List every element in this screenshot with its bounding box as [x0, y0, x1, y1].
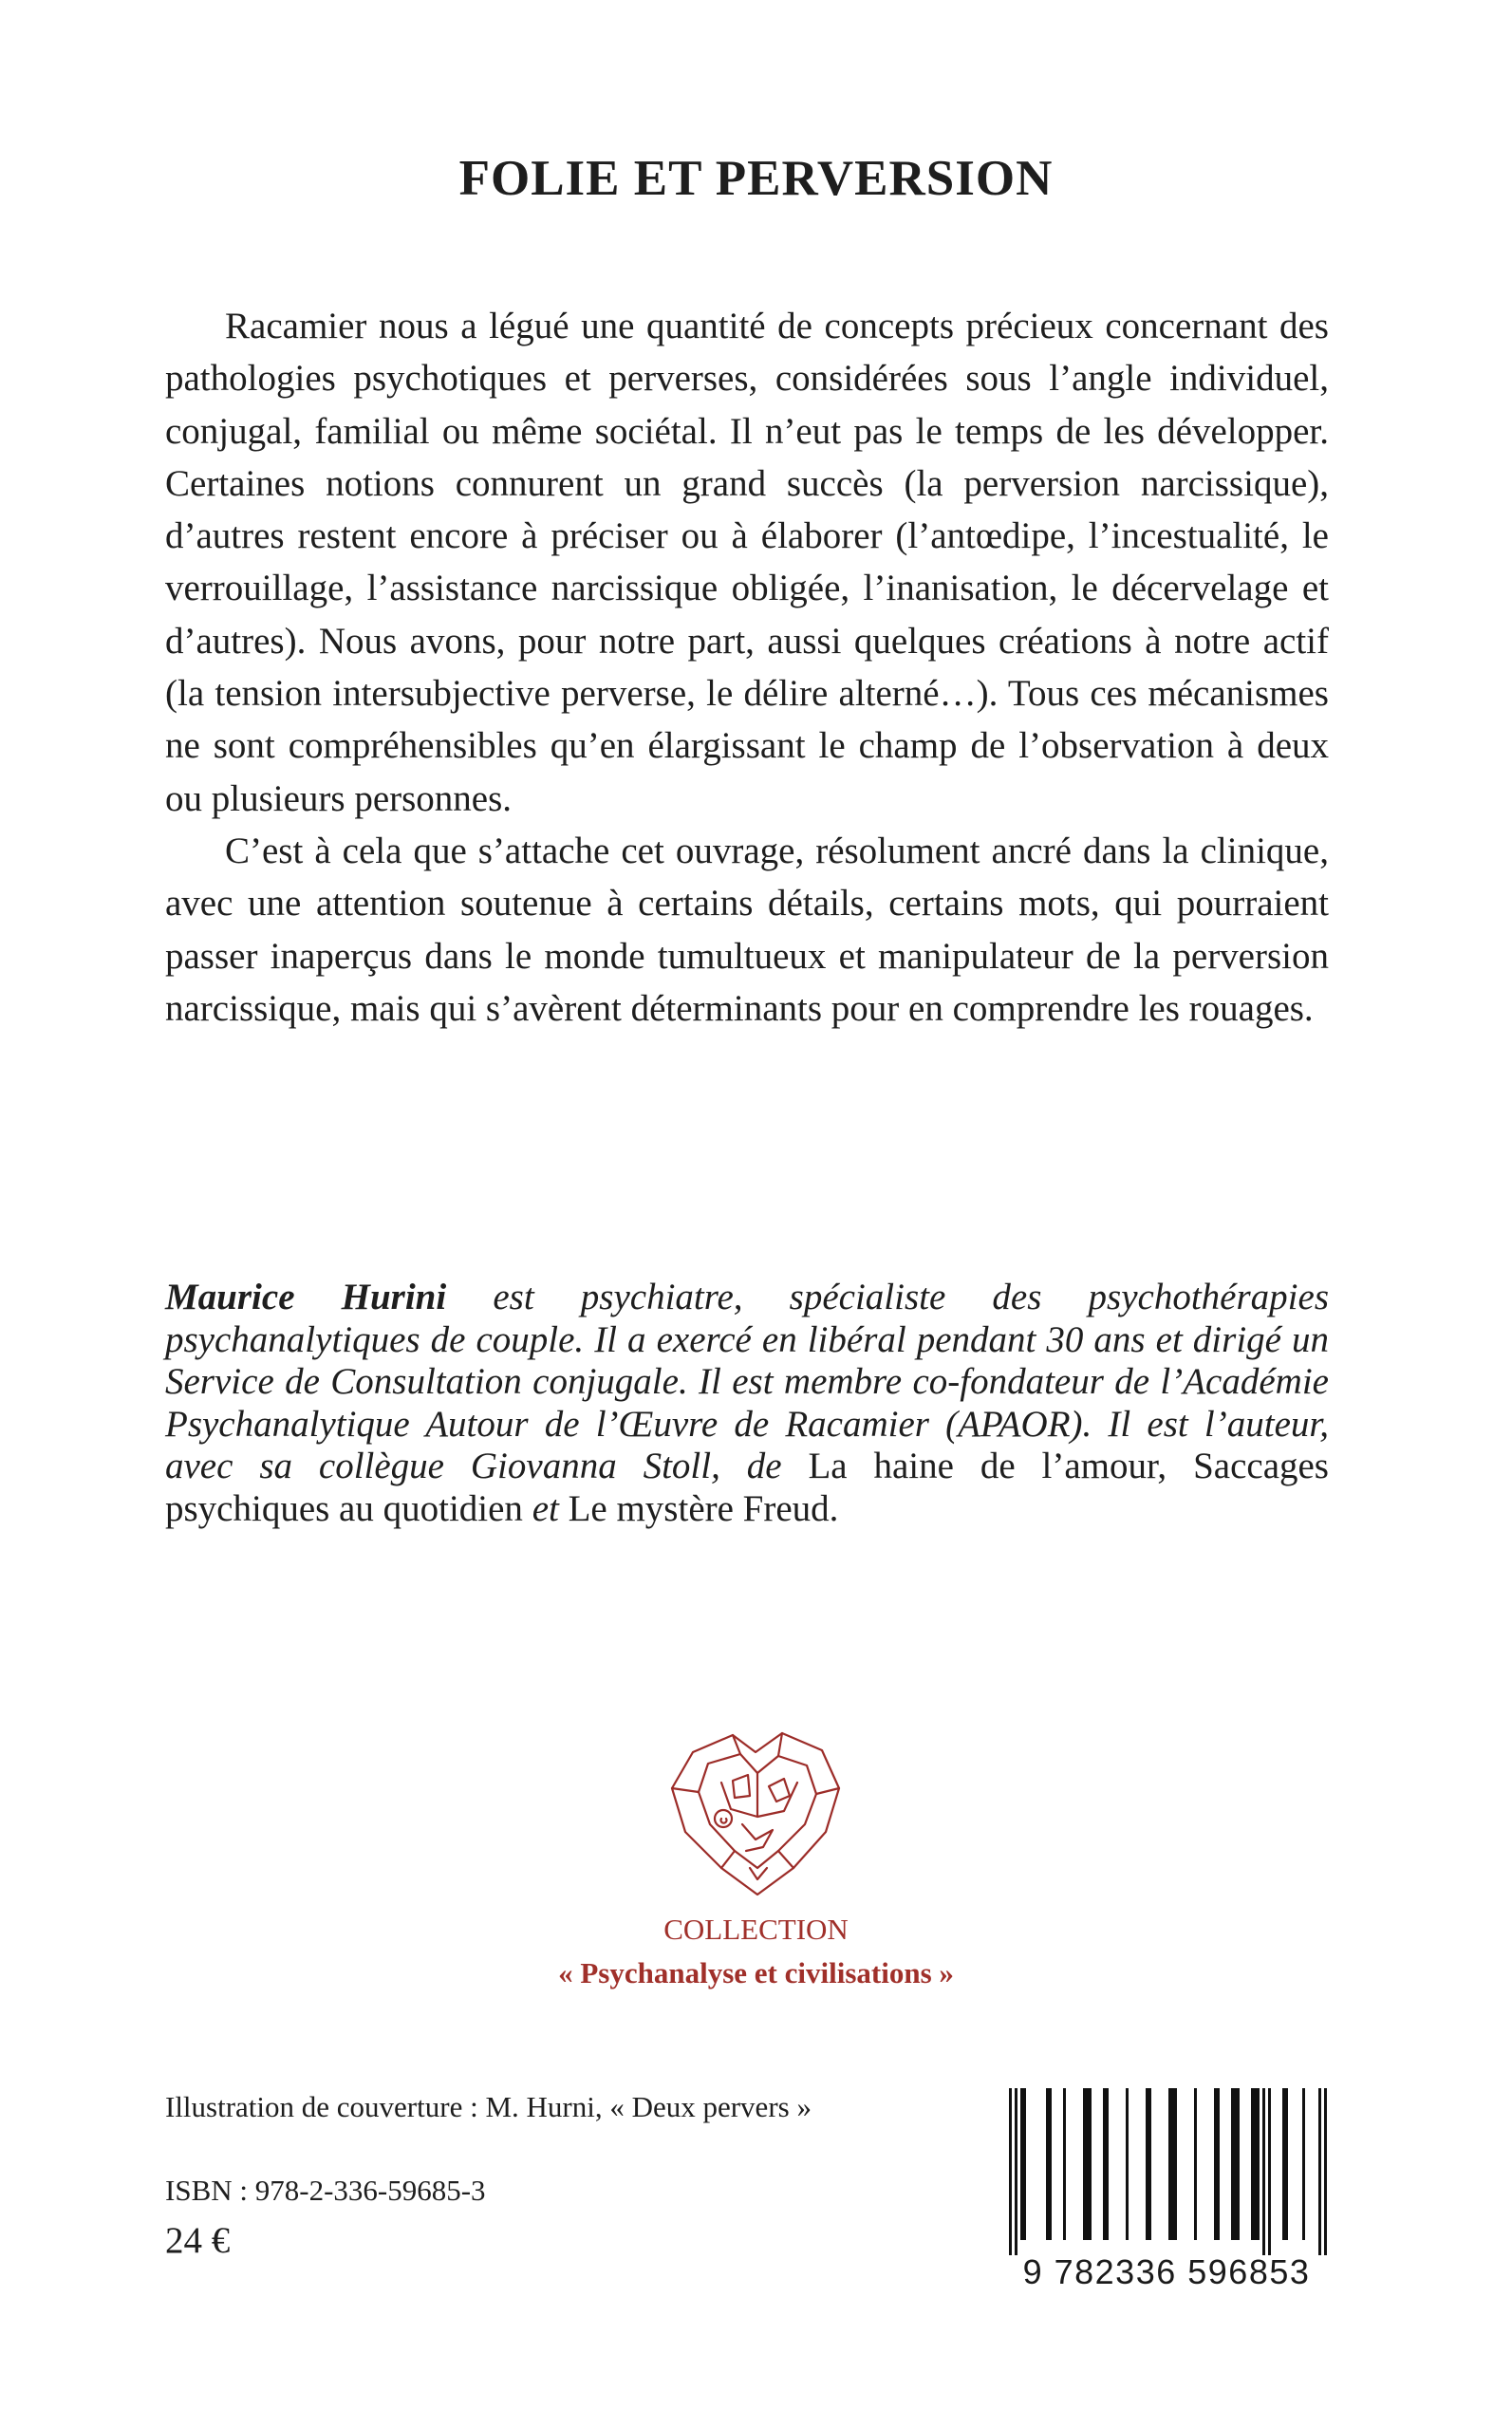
summary-paragraph-2: C’est à cela que s’attache cet ouvrage, résolument ancré dans la clinique, avec une attention soutenue à certains détails, certains mots, qui pourraient passer inaperçus dans le monde tumultueux et manipulateur de la perversion narcissique, mais qui s’avèrent déterminants pour en comprendre les rouages.	[165, 830, 1329, 1029]
summary-paragraph-1: Racamier nous a légué une quantité de concepts précieux concernant des pathologies psychotiques et perverses, considérées sous l’angle individuel, conjugal, familial ou même sociétal. Il n’eut pas le temps de les développer. Certaines notions connurent un grand succès (la perversion narcissique), d’autres restent encore à préciser ou à élaborer (l’antœdipe, l’incestualité, le verrouillage, l’assistance narcissique obligée, l’inanisation, le décervelage et d’autres). Nous avons, pour notre part, aussi quelques créations à notre actif (la tension intersubjective perverse, le délire alterné…). Tous ces mécanismes ne sont compréhensibles qu’en élargissant le champ de l’observation à deux ou plusieurs personnes.	[165, 306, 1329, 819]
barcode-icon	[1001, 2088, 1332, 2255]
barcode-digits: 9 782336 596853	[1022, 2252, 1311, 2291]
bio-book-1: La haine de l’amour, Saccages psychiques au quotidien	[165, 1446, 1329, 1529]
bio-book-2: Le mystère Freud.	[568, 1487, 839, 1529]
book-title: FOLIE ET PERVERSION	[458, 151, 1054, 206]
bio-text: est psychiatre, spécialiste des psychothérapies psychanalytiques de couple. Il a exercé en libéral pendant 30 ans et dirigé un Service de Consultation conjugale. Il est membre co-fondateur de l’Académie Psychanalytique Autour de l’Œuvre de Racamier (APAOR). Il est l’auteur, avec sa collègue Giovanna Stoll, de	[165, 1277, 1329, 1486]
bio-conjunction: et	[522, 1487, 569, 1529]
author-name: Maurice Hurini	[165, 1277, 447, 1317]
isbn: ISBN : 978-2-336-59685-3	[165, 2174, 486, 2207]
collection-name: « Psychanalyse et civilisations »	[558, 1956, 954, 1989]
barcode	[1001, 2088, 1332, 2297]
cover-illustration-credit: Illustration de couverture : M. Hurni, « Deux pervers »	[165, 2090, 812, 2123]
publisher-logo-icon	[664, 1726, 848, 1898]
book-summary	[165, 300, 1329, 1035]
price: 24 €	[165, 2220, 231, 2261]
collection-label: COLLECTION	[663, 1913, 849, 1946]
author-bio-paragraph	[165, 1277, 1329, 1530]
author-bio	[165, 1277, 1329, 1530]
